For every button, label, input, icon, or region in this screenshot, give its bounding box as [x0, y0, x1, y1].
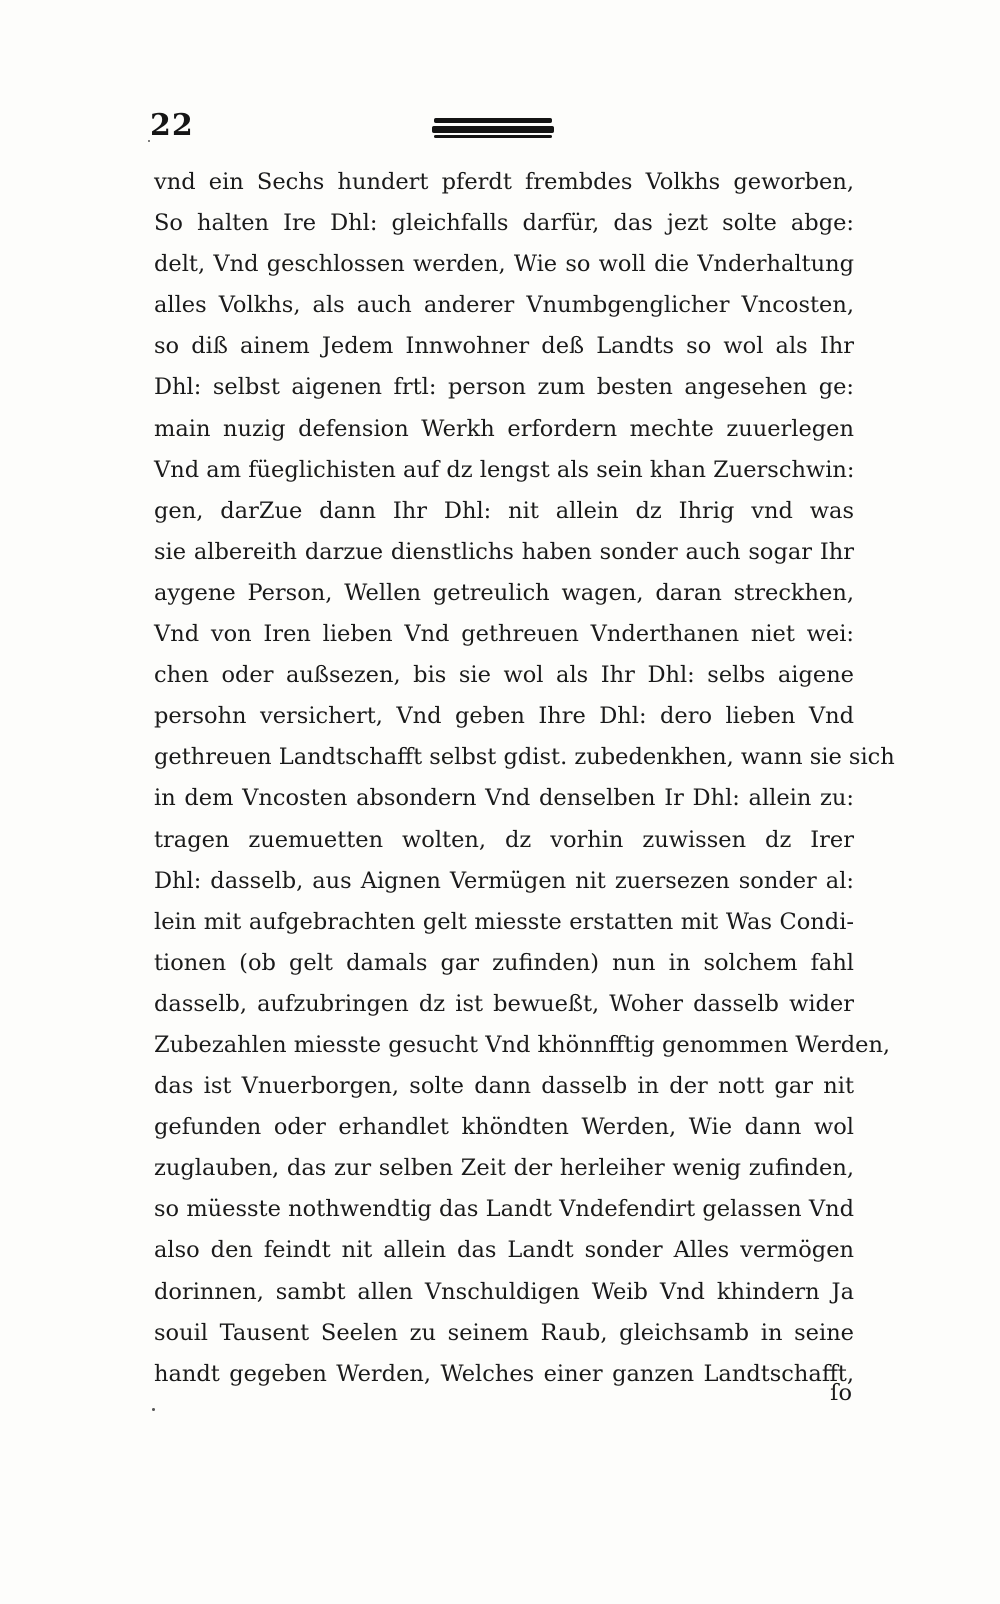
text-line: Vnd von Iren lieben Vnd gethreuen Vnderthanen niet wei:	[154, 621, 854, 648]
text-line: dasselb, aufzubringen dz ist bewueßt, Woher dasselb wider	[154, 990, 854, 1017]
text-line: persohn versichert, Vnd geben Ihre Dhl: dero lieben Vnd	[154, 703, 854, 730]
text-line: tragen zuemuetten wolten, dz vorhin zuwissen dz Irer	[154, 826, 854, 853]
paper-speck	[152, 1408, 155, 1411]
text-line: Dhl: selbst aigenen frtl: person zum besten angesehen ge:	[154, 374, 854, 401]
text-line: Vnd am füeglichisten auf dz lengst als sein khan Zuerschwin:	[154, 456, 855, 483]
header-rule-bar-bottom	[434, 135, 552, 138]
text-line: so müesste nothwendtig das Landt Vndefendirt gelassen Vnd	[154, 1196, 854, 1223]
text-line: vnd ein Sechs hundert pferdt frembdes Volkhs geworben,	[154, 169, 854, 195]
text-line: alles Volkhs, als auch anderer Vnumbgenglicher Vncosten,	[154, 292, 854, 319]
catchword: ſo	[830, 1380, 852, 1406]
header-rule-bar-middle	[432, 126, 554, 133]
text-line: aygene Person, Wellen getreulich wagen, daran streckhen,	[154, 579, 854, 606]
text-line: sie albereith darzue dienstlichs haben sonder auch sogar Ihr	[154, 538, 854, 565]
body-text	[154, 162, 895, 1395]
text-line: zuglauben, das zur selben Zeit der herleiher wenig zufinden,	[154, 1155, 854, 1182]
text-line: tionen (ob gelt damals gar zufinden) nun in solchem fahl	[154, 949, 854, 976]
text-line: gethreuen Landtschafft selbst gdist. zubedenkhen, wann sie sich	[154, 744, 895, 771]
text-line: handt gegeben Werden, Welches einer ganzen Landtschafft,	[154, 1360, 854, 1387]
text-line: So halten Ire Dhl: gleichfalls darfür, das jezt solte abge:	[154, 210, 854, 237]
text-line: dorinnen, sambt allen Vnschuldigen Weib Vnd khindern Ja	[154, 1278, 854, 1305]
header-ornament-rule	[432, 118, 554, 140]
text-line: souil Tausent Seelen zu seinem Raub, gleichsamb in seine	[154, 1319, 854, 1346]
text-line: lein mit aufgebrachten gelt miesste erstatten mit Was Condi-	[154, 908, 854, 935]
text-line: delt, Vnd geschlossen werden, Wie so woll die Vnderhaltung	[154, 251, 854, 278]
text-line: das ist Vnuerborgen, solte dann dasselb in der nott gar nit	[154, 1073, 854, 1100]
page-number: 22	[150, 108, 194, 143]
text-line: main nuzig defension Werkh erfordern mechte zuuerlegen	[154, 415, 854, 442]
text-line: gefunden oder erhandlet khöndten Werden, Wie dann wol	[154, 1114, 854, 1141]
text-line: in dem Vncosten absondern Vnd denselben Ir Dhl: allein zu:	[154, 785, 854, 812]
text-line: gen, darZue dann Ihr Dhl: nit allein dz Ihrig vnd was	[154, 497, 854, 524]
text-line: so diß ainem Jedem Innwohner deß Landts so wol als Ihr	[154, 333, 854, 360]
text-line: Zubezahlen miesste gesucht Vnd khönnfftig genommen Werden,	[154, 1031, 891, 1058]
text-line: Dhl: dasselb, aus Aignen Vermügen nit zuersezen sonder al:	[154, 867, 854, 894]
text-line: chen oder außsezen, bis sie wol als Ihr Dhl: selbs aigene	[154, 662, 854, 689]
paper-speck	[148, 140, 150, 142]
text-line: also den feindt nit allein das Landt sonder Alles vermögen	[154, 1237, 854, 1264]
header-rule-bar-top	[434, 118, 552, 123]
